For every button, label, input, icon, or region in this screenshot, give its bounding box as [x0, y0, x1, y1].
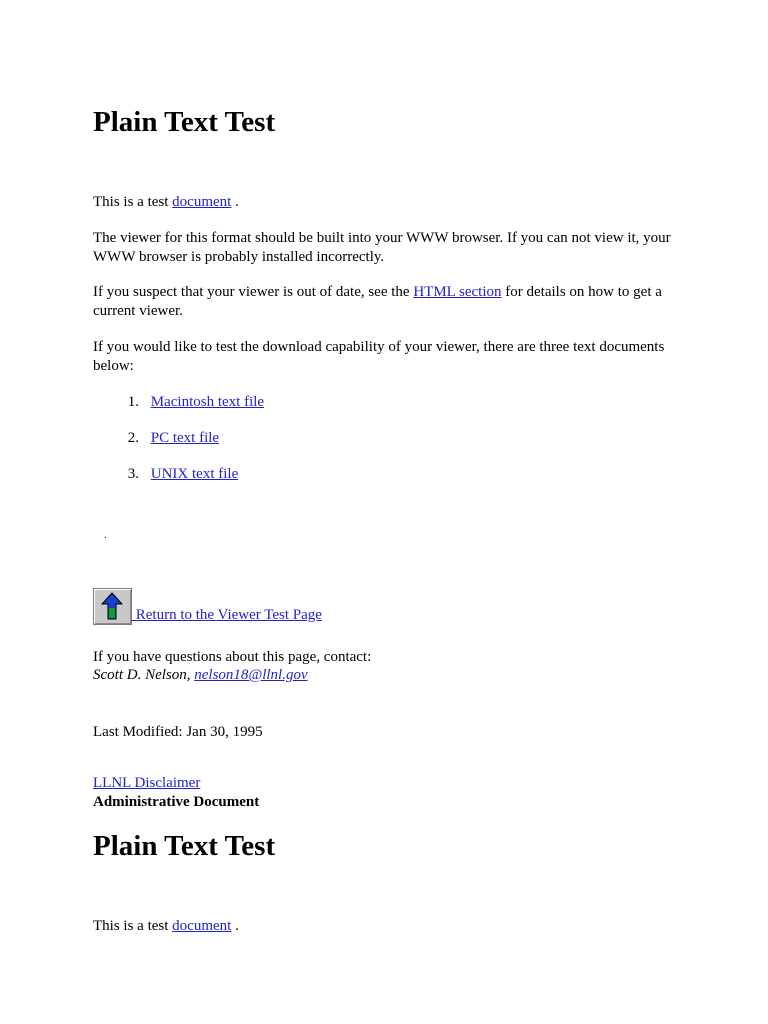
intro-prefix: This is a test [93, 918, 173, 934]
list-item [93, 393, 653, 412]
document-link[interactable]: document [172, 194, 232, 210]
intro-suffix: . [231, 194, 239, 210]
up-arrow-icon[interactable] [93, 588, 132, 625]
contact-line [93, 666, 678, 685]
disclaimer-row [93, 774, 678, 793]
return-link[interactable] [93, 607, 322, 623]
contact-name: Scott D. Nelson, [93, 667, 195, 683]
download-paragraph: If you would like to test the download capability of your viewer, there are three text documents below: [93, 339, 665, 374]
llnl-disclaimer-link[interactable]: LLNL Disclaimer [93, 775, 201, 791]
contact-text: If you have questions about this page, contact: [93, 649, 372, 665]
para2-suffix: for details on how to get a current viewer. [93, 284, 662, 319]
html-section-link[interactable]: HTML section [413, 284, 502, 300]
list-item [93, 429, 653, 448]
administrative-document-label: Administrative Document [93, 794, 260, 810]
viewer-paragraph: The viewer for this format should be built into your WWW browser. If you can not view it, your WWW browser is probably installed incorrectly. [93, 230, 671, 265]
unix-text-file-link[interactable]: UNIX text file [150, 466, 239, 482]
macintosh-text-file-link[interactable]: Macintosh text file [150, 394, 265, 410]
return-row [93, 588, 678, 625]
list-number: 1. [127, 394, 139, 410]
return-link-label[interactable]: Return to the Viewer Test Page [132, 607, 322, 623]
list-number: 2. [127, 430, 139, 446]
page-title: Plain Text Test [93, 106, 276, 138]
document-link-repeat[interactable]: document [172, 918, 232, 934]
para2-prefix: If you suspect that your viewer is out of date, see the [93, 284, 414, 300]
intro-paragraph [93, 193, 678, 212]
intro-prefix: This is a test [93, 194, 173, 210]
last-modified: Last Modified: Jan 30, 1995 [93, 724, 263, 740]
list-number: 3. [127, 466, 139, 482]
stray-dot: . [104, 530, 107, 541]
pc-text-file-link[interactable]: PC text file [150, 430, 220, 446]
intro-paragraph-repeat [93, 917, 678, 936]
out-of-date-paragraph [93, 283, 678, 321]
page-title-repeat: Plain Text Test [93, 830, 276, 862]
intro-suffix: . [231, 918, 239, 934]
list-item [93, 465, 653, 484]
contact-email-link[interactable]: nelson18@llnl.gov [194, 667, 308, 683]
